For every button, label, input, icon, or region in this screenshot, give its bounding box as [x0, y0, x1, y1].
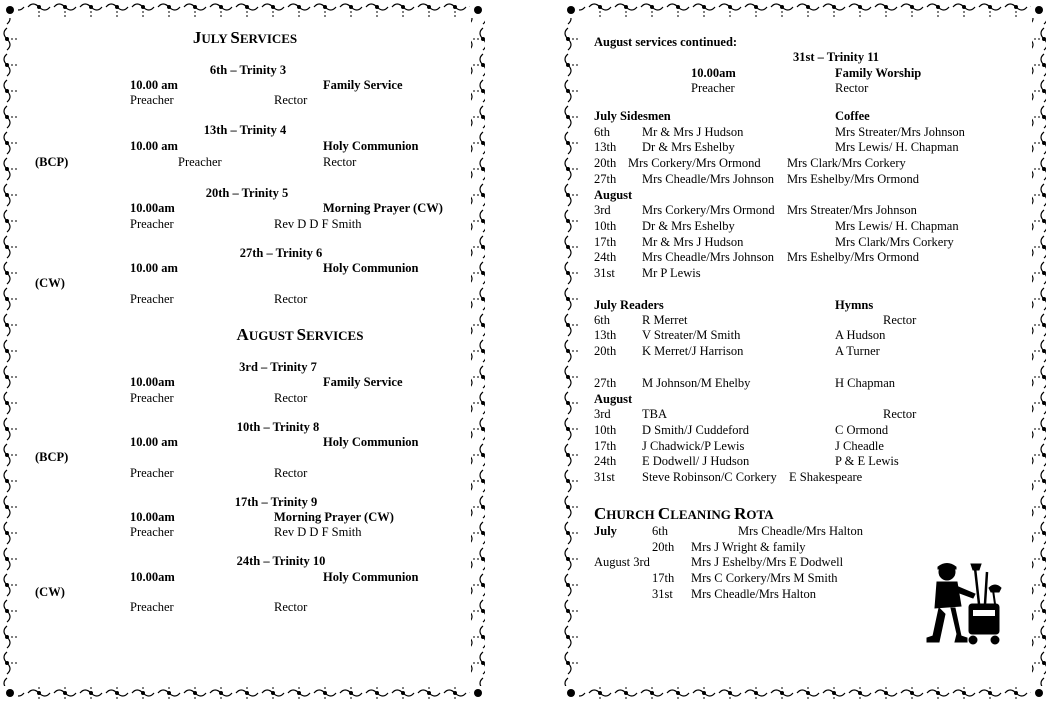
service-time: 10.00am	[130, 201, 175, 215]
service-time: 10.00 am	[130, 78, 178, 92]
service-title: 24th – Trinity 10	[236, 554, 326, 568]
august-services-heading: AUGUST SERVICES	[236, 325, 364, 344]
cleaning-names: Mrs Cheadle/Mrs Halton	[738, 524, 863, 538]
rota-names: Dr & Mrs Eshelby	[642, 140, 735, 154]
rota-date: 24th	[594, 250, 617, 264]
rota-date: 13th	[594, 328, 617, 342]
rota-coffee: Mrs Clark/Mrs Corkery	[835, 235, 954, 249]
rota-hymns: E Shakespeare	[789, 470, 863, 484]
service-name: Morning Prayer (CW)	[274, 510, 394, 524]
cleaning-rota-heading: CHURCH CLEANING ROTA	[594, 504, 774, 523]
rota-names: Mr P Lewis	[642, 266, 701, 280]
rota-hymns: Rector	[883, 313, 917, 327]
rota-date: 17th	[594, 439, 617, 453]
service-note: (BCP)	[35, 450, 69, 464]
service-title: 31st – Trinity 11	[793, 50, 880, 64]
rota-hymns: C Ormond	[835, 423, 889, 437]
service-note: (BCP)	[35, 155, 69, 169]
rota-names: Mrs Corkery/Mrs Ormond	[642, 203, 775, 217]
rota-date: 6th	[594, 125, 610, 139]
service-title: 13th – Trinity 4	[203, 123, 287, 137]
cleaner-with-broom-icon	[923, 558, 1013, 648]
preacher-name: Rector	[274, 466, 308, 480]
cleaning-date: 17th	[652, 571, 675, 585]
rota-names: D Smith/J Cuddeford	[642, 423, 749, 437]
rota-names: E Dodwell/ J Hudson	[642, 454, 750, 468]
rota-date: 31st	[594, 266, 615, 280]
service-name: Holy Communion	[323, 570, 419, 584]
rota-coffee: Mrs Eshelby/Mrs Ormond	[787, 172, 919, 186]
cleaning-names: Mrs Cheadle/Mrs Halton	[691, 587, 816, 601]
cleaning-names: Mrs C Corkery/Mrs M Smith	[691, 571, 838, 585]
rota-hymns: Rector	[883, 407, 917, 421]
rota-names: V Streater/M Smith	[642, 328, 741, 342]
rota-coffee: Mrs Eshelby/Mrs Ormond	[787, 250, 919, 264]
rota-names: K Merret/J Harrison	[642, 344, 744, 358]
rota-date: 10th	[594, 219, 617, 233]
rota-names: J Chadwick/P Lewis	[642, 439, 745, 453]
preacher-label: Preacher	[130, 93, 174, 107]
service-name: Holy Communion	[323, 261, 419, 275]
rota-date: 6th	[594, 313, 610, 327]
coffee-heading: Coffee	[835, 109, 870, 123]
july-services-heading: JULY SERVICES	[192, 28, 298, 47]
rota-date: 3rd	[594, 407, 611, 421]
rota-date: 27th	[594, 172, 617, 186]
preacher-name: Rector	[274, 292, 308, 306]
service-note: (CW)	[35, 585, 65, 599]
rota-coffee: Mrs Streater/Mrs Johnson	[835, 125, 965, 139]
preacher-name: Rev D D F Smith	[274, 525, 362, 539]
preacher-label: Preacher	[178, 155, 222, 169]
service-note: (CW)	[35, 276, 65, 290]
rota-hymns: H Chapman	[835, 376, 896, 390]
rota-names: Dr & Mrs Eshelby	[642, 219, 735, 233]
rota-date: 3rd	[594, 203, 611, 217]
service-title: 27th – Trinity 6	[239, 246, 323, 260]
rota-names: Mr & Mrs J Hudson	[642, 235, 744, 249]
preacher-label: Preacher	[691, 81, 735, 95]
sidesmen-heading: July Sidesmen	[594, 109, 671, 123]
preacher-name: Rector	[274, 93, 308, 107]
preacher-name: Rev D D F Smith	[274, 217, 362, 231]
rota-coffee: Mrs Lewis/ H. Chapman	[835, 219, 959, 233]
rota-names: Steve Robinson/C Corkery	[642, 470, 777, 484]
rota-names: Mrs Cheadle/Mrs Johnson	[642, 250, 774, 264]
preacher-name: Rector	[835, 81, 869, 95]
readers-heading: July Readers	[594, 298, 664, 312]
service-name: Family Service	[323, 78, 403, 92]
rota-names: Mrs Corkery/Mrs Ormond	[628, 156, 761, 170]
preacher-label: Preacher	[130, 391, 174, 405]
august-label: August	[594, 392, 633, 406]
service-time: 10.00 am	[130, 261, 178, 275]
cleaning-july-label: July	[594, 524, 617, 538]
cleaning-date: 20th	[652, 540, 675, 554]
service-name: Morning Prayer (CW)	[323, 201, 443, 215]
rota-hymns: A Hudson	[835, 328, 886, 342]
preacher-label: Preacher	[130, 217, 174, 231]
rota-date: 13th	[594, 140, 617, 154]
preacher-label: Preacher	[130, 600, 174, 614]
rota-hymns: J Cheadle	[835, 439, 884, 453]
rota-date: 31st	[594, 470, 615, 484]
preacher-name: Rector	[323, 155, 357, 169]
rota-names: Mr & Mrs J Hudson	[642, 125, 744, 139]
service-name: Holy Communion	[323, 435, 419, 449]
preacher-name: Rector	[274, 600, 308, 614]
cleaning-date: 31st	[652, 587, 673, 601]
service-name: Holy Communion	[323, 139, 419, 153]
rota-names: Mrs Cheadle/Mrs Johnson	[642, 172, 774, 186]
hymns-heading: Hymns	[835, 298, 874, 312]
left-page	[0, 0, 486, 702]
august-label: August	[594, 188, 633, 202]
rota-names: R Merret	[642, 313, 688, 327]
service-title: 6th – Trinity 3	[209, 63, 287, 77]
preacher-label: Preacher	[130, 525, 174, 539]
service-time: 10.00am	[691, 66, 736, 80]
service-title: 3rd – Trinity 7	[239, 360, 317, 374]
rota-names: TBA	[642, 407, 667, 421]
rota-date: 27th	[594, 376, 617, 390]
service-title: 17th – Trinity 9	[234, 495, 318, 509]
preacher-name: Rector	[274, 391, 308, 405]
left-page-border	[0, 0, 486, 702]
cleaning-date: August 3rd	[594, 555, 650, 569]
service-time: 10.00am	[130, 570, 175, 584]
august-continued-label: August services continued:	[594, 35, 738, 49]
service-name: Family Service	[323, 375, 403, 389]
service-time: 10.00 am	[130, 435, 178, 449]
rota-hymns: P & E Lewis	[835, 454, 899, 468]
cleaning-names: Mrs J Eshelby/Mrs E Dodwell	[691, 555, 844, 569]
service-time: 10.00am	[130, 375, 175, 389]
rota-date: 20th	[594, 156, 617, 170]
service-title: 20th – Trinity 5	[205, 186, 289, 200]
right-page	[561, 0, 1047, 702]
rota-names: M Johnson/M Ehelby	[642, 376, 751, 390]
rota-date: 20th	[594, 344, 617, 358]
rota-date: 17th	[594, 235, 617, 249]
preacher-label: Preacher	[130, 466, 174, 480]
rota-coffee: Mrs Streater/Mrs Johnson	[787, 203, 917, 217]
preacher-label: Preacher	[130, 292, 174, 306]
rota-date: 10th	[594, 423, 617, 437]
rota-date: 24th	[594, 454, 617, 468]
rota-hymns: A Turner	[835, 344, 880, 358]
service-title: 10th – Trinity 8	[236, 420, 320, 434]
service-time: 10.00am	[130, 510, 175, 524]
cleaning-names: Mrs J Wright & family	[691, 540, 806, 554]
service-name: Family Worship	[835, 66, 922, 80]
cleaning-date: 6th	[652, 524, 668, 538]
rota-coffee: Mrs Clark/Mrs Corkery	[787, 156, 906, 170]
service-time: 10.00 am	[130, 139, 178, 153]
rota-coffee: Mrs Lewis/ H. Chapman	[835, 140, 959, 154]
